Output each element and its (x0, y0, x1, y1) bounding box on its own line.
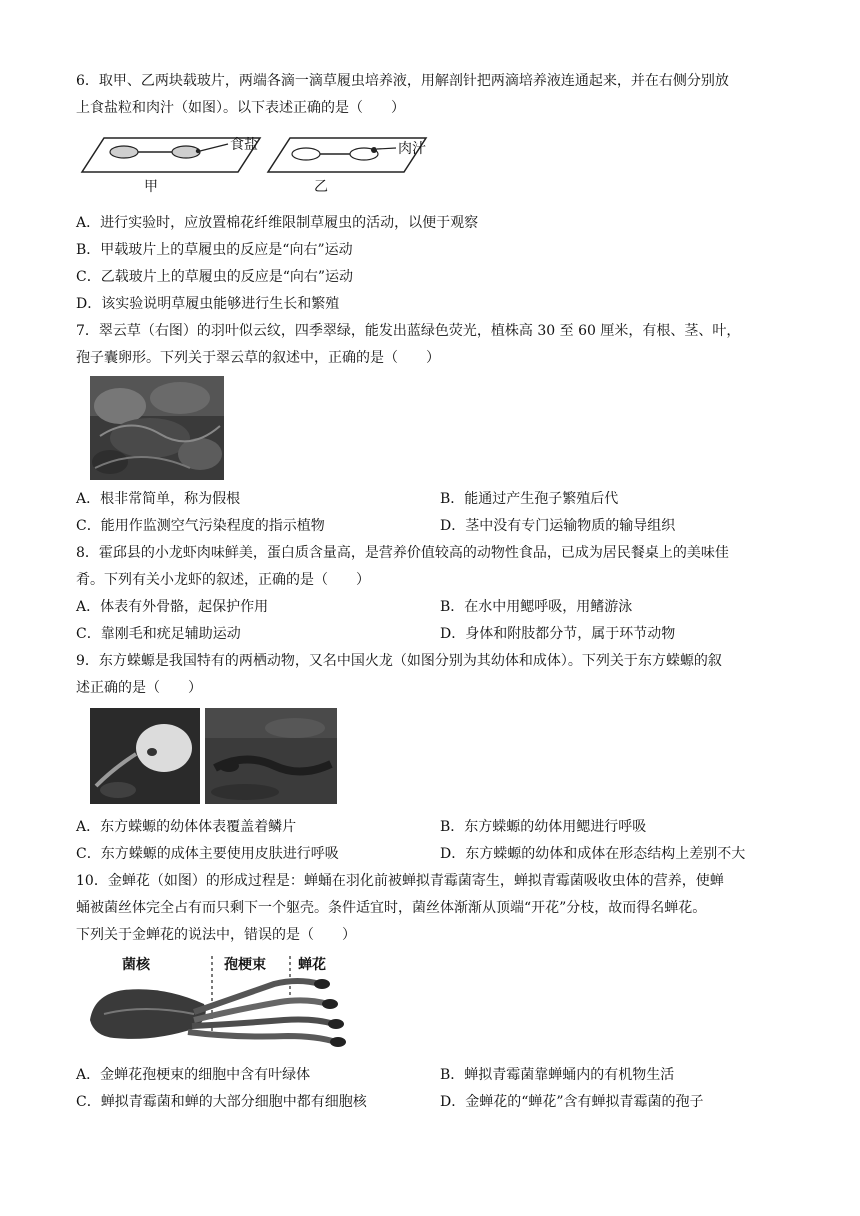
q10-option-d: D．金蝉花的“蝉花”含有蝉拟青霉菌的孢子 (440, 1094, 704, 1110)
q8-option-c: C．靠刚毛和疣足辅助运动 (76, 626, 241, 642)
salt-grain (196, 149, 200, 153)
q7-option-b: B．能通过产生孢子繁殖后代 (440, 491, 619, 507)
q10-stem-line3: 下列关于金蝉花的说法中，错误的是（ ） (76, 927, 356, 943)
q6-stem-line1: 6．取甲、乙两块载玻片，两端各滴一滴草履虫培养液，用解剖针把两滴培养液连通起来，并在右侧分别放 (76, 73, 729, 89)
q8-stem-line2: 肴。下列有关小龙虾的叙述，正确的是（ ） (76, 572, 370, 588)
q9-option-a: A．东方蝾螈的幼体体表覆盖着鳞片 (76, 819, 297, 835)
q8-option-d: D．身体和附肢都分节，属于环节动物 (440, 626, 676, 642)
label-cicada-flower: 蝉花 (298, 957, 326, 973)
newt-adult-photo (205, 708, 337, 804)
meat-juice-drop (371, 147, 377, 153)
q8-stem-line1: 8．霍邱县的小龙虾肉味鲜美，蛋白质含量高，是营养价值较高的动物性食品，已成为居民餐桌上的美味佳 (76, 545, 729, 561)
q10-option-a: A．金蝉花孢梗束的细胞中含有叶绿体 (76, 1067, 311, 1083)
q10-option-c: C．蝉拟青霉菌和蝉的大部分细胞中都有细胞核 (76, 1094, 367, 1110)
culture-drop-right-jia (172, 146, 200, 158)
fern-photo (90, 376, 224, 480)
q7-option-c: C．能用作监测空气污染程度的指示植物 (76, 518, 325, 534)
q10-stem-line1: 10．金蝉花（如图）的形成过程是：蝉蛹在羽化前被蝉拟青霉菌寄生，蝉拟青霉菌吸收虫体的营养，使蝉 (76, 873, 724, 889)
q9-option-c: C．东方蝾螈的成体主要使用皮肤进行呼吸 (76, 846, 339, 862)
q6-option-c: C．乙载玻片上的草履虫的反应是“向右”运动 (76, 269, 354, 285)
flower-tip (314, 979, 330, 989)
q7-stem-line1: 7．翠云草（右图）的羽叶似云纹，四季翠绿，能发出蓝绿色荧光，植株高 30 至 60 厘米，有根、茎、叶， (76, 323, 741, 339)
q6-stem-line2: 上食盐粒和肉汁（如图）。以下表述正确的是（ ） (76, 100, 405, 116)
q10-option-b: B．蝉拟青霉菌靠蝉蛹内的有机物生活 (440, 1067, 675, 1083)
q6-option-a: A．进行实验时，应放置棉花纤维限制草履虫的活动，以便于观察 (76, 215, 479, 231)
q9-option-d: D．东方蝾螈的幼体和成体在形态结构上差别不大 (440, 846, 746, 862)
q6-slides-figure (78, 130, 438, 202)
q9-stem-line1: 9．东方蝾螈是我国特有的两栖动物，又名中国火龙（如图分别为其幼体和成体）。下列关于东方蝾螈的叙 (76, 653, 722, 669)
q7-option-d: D．茎中没有专门运输物质的输导组织 (440, 518, 676, 534)
q8-option-b: B．在水中用鳃呼吸，用鳍游泳 (440, 599, 633, 615)
label-synnema: 孢梗束 (224, 957, 266, 973)
q6-option-b: B．甲载玻片上的草履虫的反应是“向右”运动 (76, 242, 353, 258)
q7-option-a: A．根非常简单，称为假根 (76, 491, 241, 507)
cordyceps-figure (84, 954, 354, 1056)
slide-label-yi: 乙 (314, 179, 328, 195)
q9-stem-line2: 述正确的是（ ） (76, 680, 202, 696)
newt-larva-photo (90, 708, 200, 804)
callout-meat-juice: 肉汁 (398, 141, 426, 157)
callout-salt: 食盐 (230, 137, 258, 153)
q7-stem-line2: 孢子囊卵形。下列关于翠云草的叙述中，正确的是（ ） (76, 350, 440, 366)
q8-option-a: A．体表有外骨骼，起保护作用 (76, 599, 269, 615)
slide-label-jia: 甲 (144, 179, 158, 195)
culture-drop-left-yi (292, 148, 320, 160)
q9-option-b: B．东方蝾螈的幼体用鳃进行呼吸 (440, 819, 647, 835)
culture-drop-left-jia (110, 146, 138, 158)
q10-stem-line2: 蛹被菌丝体完全占有而只剩下一个躯壳。条件适宜时，菌丝体渐渐从顶端“开花”分枝，故而得名蝉花。 (76, 900, 707, 916)
label-sclerotium: 菌核 (122, 957, 150, 973)
q6-option-d: D．该实验说明草履虫能够进行生长和繁殖 (76, 296, 340, 312)
